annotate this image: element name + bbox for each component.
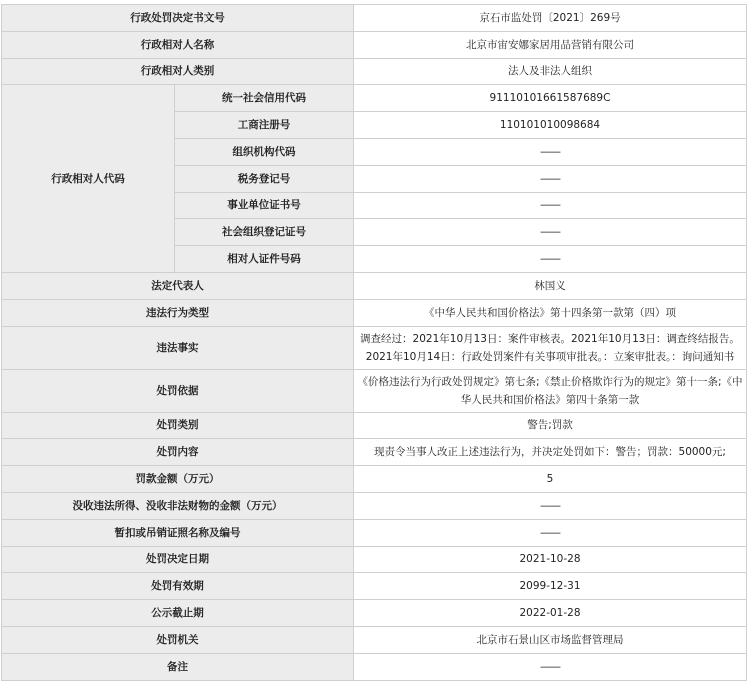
social-org-reg-no-value: —— — [354, 219, 747, 246]
business-reg-no-value: 110101010098684 — [354, 112, 747, 139]
row-penalty-type — [2, 412, 747, 439]
confiscation-label: 没收违法所得、没收非法财物的金额（万元） — [2, 492, 354, 519]
fine-amount-label: 罚款金额（万元） — [2, 466, 354, 493]
row-license-action — [2, 519, 747, 546]
valid-until-value: 2099-12-31 — [354, 573, 747, 600]
basis-value: 《价格违法行为行政处罚规定》第七条;《禁止价格欺诈行为的规定》第十一条;《中华人民共和国价格法》第四十条第一款 — [354, 369, 747, 412]
row-violation-facts — [2, 326, 747, 369]
credit-code-value: 91110101661587689C — [354, 85, 747, 112]
authority-value: 北京市石景山区市场监督管理局 — [354, 626, 747, 653]
publish-end-label: 公示截止期 — [2, 600, 354, 627]
row-basis — [2, 369, 747, 412]
violation-type-label: 违法行为类型 — [2, 299, 354, 326]
penalty-info-table — [1, 4, 747, 681]
row-remarks — [2, 653, 747, 680]
party-name-value: 北京市宙安娜家居用品营销有限公司 — [354, 31, 747, 58]
party-codes-label: 行政相对人代码 — [2, 85, 175, 273]
fine-amount-value: 5 — [354, 466, 747, 493]
row-penalty-content — [2, 439, 747, 466]
business-reg-no-label: 工商注册号 — [175, 112, 354, 139]
party-category-label: 行政相对人类别 — [2, 58, 354, 85]
party-id-no-label: 相对人证件号码 — [175, 246, 354, 273]
social-org-reg-no-label: 社会组织登记证号 — [175, 219, 354, 246]
basis-label: 处罚依据 — [2, 369, 354, 412]
penalty-content-value: 现责令当事人改正上述违法行为，并决定处罚如下：警告；罚款：50000元; — [354, 439, 747, 466]
authority-label: 处罚机关 — [2, 626, 354, 653]
legal-rep-value: 林国义 — [354, 272, 747, 299]
party-id-no-value: —— — [354, 246, 747, 273]
remarks-label: 备注 — [2, 653, 354, 680]
violation-facts-value: 调查经过：2021年10月13日：案件审核表。2021年10月13日：调查终结报告。2021年10月14日：行政处罚案件有关事项审批表。：立案审批表。：询问通知书 — [354, 326, 747, 369]
violation-type-value: 《中华人民共和国价格法》第十四条第一款第（四）项 — [354, 299, 747, 326]
org-code-label: 组织机构代码 — [175, 138, 354, 165]
valid-until-label: 处罚有效期 — [2, 573, 354, 600]
publish-end-value: 2022-01-28 — [354, 600, 747, 627]
row-confiscation — [2, 492, 747, 519]
row-authority — [2, 626, 747, 653]
violation-facts-label: 违法事实 — [2, 326, 354, 369]
row-decision-no — [2, 5, 747, 32]
decision-no-value: 京石市监处罚〔2021〕269号 — [354, 5, 747, 32]
tax-reg-no-value: —— — [354, 165, 747, 192]
remarks-value: —— — [354, 653, 747, 680]
penalty-type-label: 处罚类别 — [2, 412, 354, 439]
decision-no-label: 行政处罚决定书文号 — [2, 5, 354, 32]
row-credit-code — [2, 85, 747, 112]
license-action-value: —— — [354, 519, 747, 546]
decision-date-label: 处罚决定日期 — [2, 546, 354, 573]
penalty-content-label: 处罚内容 — [2, 439, 354, 466]
institution-cert-no-label: 事业单位证书号 — [175, 192, 354, 219]
credit-code-label: 统一社会信用代码 — [175, 85, 354, 112]
institution-cert-no-value: —— — [354, 192, 747, 219]
party-name-label: 行政相对人名称 — [2, 31, 354, 58]
license-action-label: 暂扣或吊销证照名称及编号 — [2, 519, 354, 546]
party-category-value: 法人及非法人组织 — [354, 58, 747, 85]
row-party-category — [2, 58, 747, 85]
decision-date-value: 2021-10-28 — [354, 546, 747, 573]
penalty-type-value: 警告;罚款 — [354, 412, 747, 439]
tax-reg-no-label: 税务登记号 — [175, 165, 354, 192]
row-fine-amount — [2, 466, 747, 493]
row-valid-until — [2, 573, 747, 600]
confiscation-value: —— — [354, 492, 747, 519]
row-legal-rep — [2, 272, 747, 299]
row-party-name — [2, 31, 747, 58]
row-publish-end — [2, 600, 747, 627]
row-violation-type — [2, 299, 747, 326]
legal-rep-label: 法定代表人 — [2, 272, 354, 299]
org-code-value: —— — [354, 138, 747, 165]
row-decision-date — [2, 546, 747, 573]
